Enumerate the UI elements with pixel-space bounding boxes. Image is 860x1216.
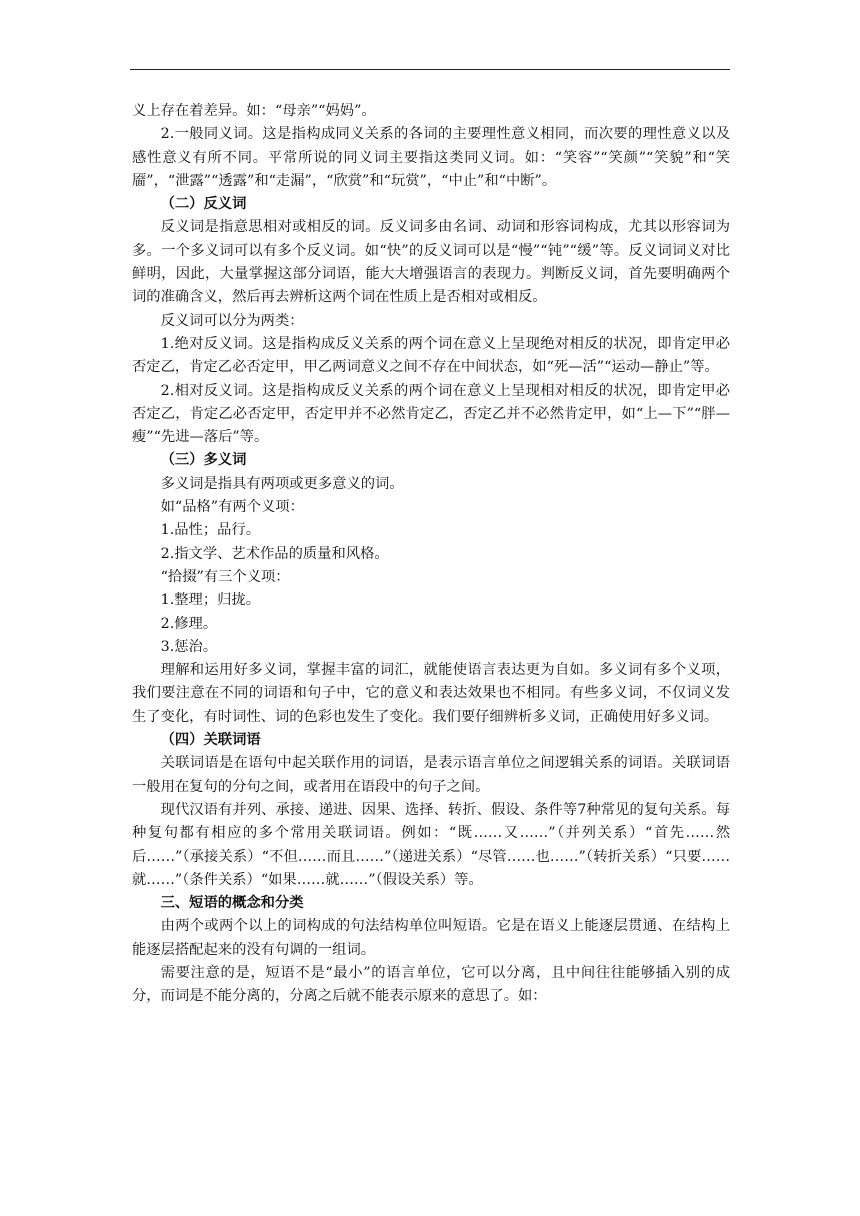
section-heading-polysemy: （三）多义词 bbox=[160, 452, 247, 469]
list-item: 1.品性；品行。 bbox=[160, 522, 261, 539]
paragraph-complex-sentences: 现代汉语有并列、承接、递进、因果、选择、转折、假设、条件等7种常见的复句关系。每种复句都有相应的多个常用关联词语。例如：“既……又……”（并列关系）“首先……然后……”（承接关系）“不但……而且……”（递进关系）“尽管……也……”（转折关系）“只要……就……”（条件关系）“如果……就……”（假设关系）等。 bbox=[132, 801, 730, 888]
paragraph-phrase-note: 需要注意的是，短语不是“最小”的语言单位，它可以分离，且中间往往能够插入别的成分，而词是不能分离的，分离之后就不能表示原来的意思了。如： bbox=[132, 964, 730, 1005]
paragraph-polysemy-definition: 多义词是指具有两项或更多意义的词。 bbox=[160, 475, 404, 492]
paragraph-shiduo-intro: “拾掇”有三个义项： bbox=[160, 568, 290, 585]
paragraph-continuation: 义上存在着差异。如：“母亲”“妈妈”。 bbox=[132, 103, 376, 119]
list-item: 2.修理。 bbox=[160, 615, 218, 632]
list-item: 2.指文学、艺术作品的质量和风格。 bbox=[160, 545, 389, 562]
document-body bbox=[132, 100, 730, 1009]
paragraph-phrase-definition: 由两个或两个以上的词构成的句法结构单位叫短语。它是在语义上能逐层贯通、在结构上能逐层搭配起来的没有句调的一组词。 bbox=[132, 918, 730, 958]
list-item: 1.整理；归拢。 bbox=[160, 592, 261, 609]
paragraph-relative-antonyms: 2.相对反义词。这是指构成反义关系的两个词在意义上呈现相对相反的状况，即肯定甲必否定乙，肯定乙必否定甲，否定甲并不必然肯定乙，否定乙并不必然肯定甲，如“上—下”“胖—瘦”“先进—落后”等。 bbox=[132, 382, 730, 446]
section-heading-phrases: 三、短语的概念和分类 bbox=[160, 895, 304, 912]
paragraph-pinge-intro: 如“品格”有两个义项： bbox=[160, 499, 304, 516]
paragraph-antonyms-definition: 反义词是指意思相对或相反的词。反义词多由名词、动词和形容词构成，尤其以形容词为多。一个多义词可以有多个反义词。如“快”的反义词可以是“慢”“钝”“缓”等。反义词词义对比鲜明，因此，大量掌握这部分词语，能大大增强语言的表现力。判断反义词，首先要明确两个词的准确含义，然后再去辨析这两个词在性质上是否相对或相反。 bbox=[132, 219, 730, 306]
header-rule bbox=[130, 69, 730, 70]
section-heading-conjunctions: （四）关联词语 bbox=[160, 732, 261, 749]
paragraph-absolute-antonyms: 1.绝对反义词。这是指构成反义关系的两个词在意义上呈现绝对相反的状况，即肯定甲必否定乙，肯定乙必否定甲，甲乙两词意义之间不存在中间状态，如“死—活”“运动—静止”等。 bbox=[132, 335, 730, 376]
section-heading-antonyms: （二）反义词 bbox=[160, 196, 247, 213]
list-item: 3.惩治。 bbox=[160, 638, 218, 655]
paragraph-conjunctions-definition: 关联词语是在语句中起关联作用的词语，是表示语言单位之间逻辑关系的词语。关联词语一般用在复句的分句之间，或者用在语段中的句子之间。 bbox=[132, 755, 730, 795]
paragraph-polysemy-usage: 理解和运用好多义词，掌握丰富的词汇，就能使语言表达更为自如。多义词有多个义项，我们要注意在不同的词语和句子中，它的意义和表达效果也不相同。有些多义词，不仅词义发生了变化，有时词性、词的色彩也发生了变化。我们要仔细辨析多义词，正确使用好多义词。 bbox=[132, 662, 730, 725]
paragraph-general-synonyms: 2.一般同义词。这是指构成同义关系的各词的主要理性意义相同，而次要的理性意义以及感性意义有所不同。平常所说的同义词主要指这类同义词。如：“笑容”“笑颜”“笑貌”和“笑靥”，“泄露”“透露”和“走漏”，“欣赏”和“玩赏”，“中止”和“中断”。 bbox=[132, 126, 730, 189]
paragraph-antonyms-types: 反义词可以分为两类： bbox=[160, 312, 304, 329]
